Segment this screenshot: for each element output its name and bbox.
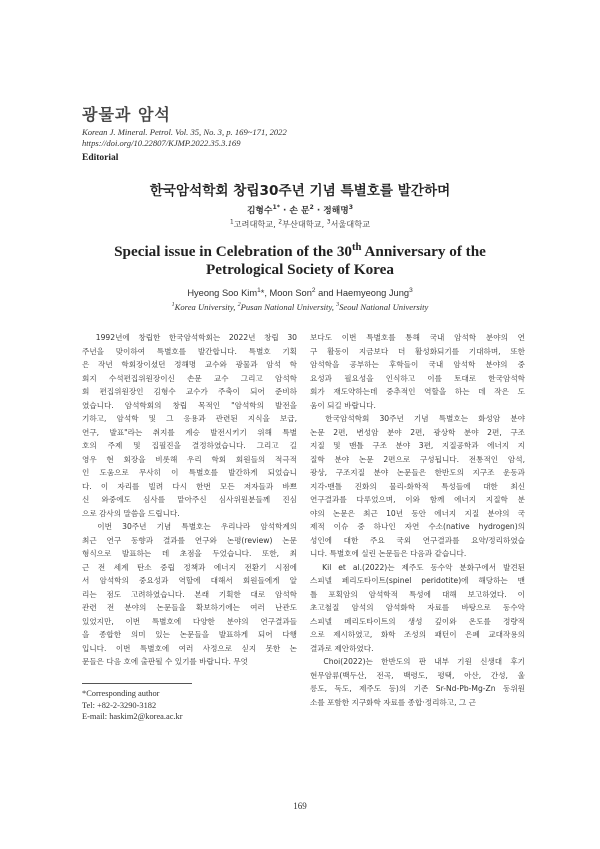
korean-affiliations	[0, 219, 600, 230]
affiliation-mark: 2	[311, 286, 316, 294]
footnote	[82, 688, 183, 723]
title-superscript: th	[352, 241, 362, 253]
body-line: 1992년에 창립한 한국암석학회는 2022년 창립 30	[82, 333, 297, 342]
body-line: Choi(2022)는 한반도의 판 내부 기원 신생대 후기	[310, 657, 525, 666]
body-line: 스피넬 페리도타이트의 생성 깊이와 온도를 정량적	[310, 616, 525, 626]
body-line: 지질 및 맨틀 구조 분야 3편, 지질공학과 에너지 지	[310, 441, 525, 450]
citation: Korean J. Mineral. Petrol. Vol. 35, No. 3, p. 169~171, 2022	[82, 127, 287, 137]
english-affiliations	[0, 302, 600, 312]
body-line: 광상, 구조지질 분야 논문들은 한반도의 지구조 운동과	[310, 468, 525, 477]
affiliation-mark: 3	[348, 204, 354, 212]
body-line: 연구결과를 다루었으며, 이와 함께 에너지 지질학 분	[310, 495, 525, 504]
body-line: 성인에 대한 주요 국외 연구결과를 요약/정리하였습	[310, 535, 525, 545]
body-line: 관련 전 분야의 논문들을 확보하기에는 여러 난관도	[82, 603, 297, 612]
title-text: Anniversary of the	[361, 243, 486, 260]
body-line: 결과로 제안하였다.	[310, 643, 374, 653]
body-line: 형식으로 발표하는 데 초점을 두었습니다. 또한, 최	[82, 549, 297, 558]
body-line: 보다도 이번 특별호를 통해 국내 암석학 분야의 연	[310, 333, 525, 342]
english-title-line1	[114, 243, 486, 260]
affiliation-text: 부산대학교,	[282, 219, 327, 229]
body-line: 틀 포획암의 암석학적 특성에 대해 보고하였다. 이	[310, 589, 525, 599]
english-authors	[0, 288, 600, 298]
body-line: 회지 수석편집위원장이신 손문 교수 그리고 암석학	[82, 373, 297, 383]
english-title	[0, 243, 600, 279]
author-separator: ·	[279, 206, 290, 216]
affiliation-mark: 2	[237, 302, 241, 309]
affiliation-mark: 1	[229, 219, 234, 226]
body-line: 회가 재도약하는데 중추적인 역할을 하는 데 작은 도	[310, 387, 525, 396]
author-name: and Haemyeong Jung	[315, 288, 410, 298]
affiliation-mark: 2	[309, 204, 314, 212]
body-column-left	[82, 331, 297, 669]
body-line: 움이 되길 바랍니다.	[310, 400, 376, 410]
affiliation-mark: 1*	[272, 204, 280, 212]
body-line: Kil et al.(2022)는 제주도 동수악 분화구에서 발견된	[310, 562, 525, 572]
body-line: 질학 분야 논문 2편으로 구성됩니다. 전통적인 암석,	[310, 454, 525, 464]
korean-authors	[0, 203, 600, 216]
page-number: 169	[293, 801, 307, 811]
body-line: 릉도, 독도, 제주도 등)의 기존 Sr-Nd-Pb-Mg-Zn 동위원	[310, 684, 525, 693]
author-name: 손 문	[289, 206, 310, 216]
affiliation-mark: 1	[171, 302, 175, 309]
corresponding-mark: *	[260, 288, 265, 298]
author-name: 김형수	[246, 206, 273, 216]
body-line: 현무암류(백두산, 전곡, 백령도, 평택, 아산, 간성, 울	[310, 670, 525, 680]
body-line: 제적 이슈 중 하나인 자연 수소(native hydrogen)의	[310, 522, 525, 531]
author-separator: ·	[313, 206, 324, 216]
body-line: 다. 이 자리를 빌려 다시 한번 모든 저자들과 바쁘	[82, 481, 297, 491]
doi-link[interactable]: https://doi.org/10.22807/KJMP.2022.35.3.169	[82, 138, 241, 148]
body-line: 요성과 필요성을 인식하고 이를 토대로 한국암석학	[310, 373, 525, 383]
body-line: 초고철질 암석의 암석화학 자료를 바탕으로 동수악	[310, 603, 525, 612]
english-title-line2: Petrological Society of Korea	[206, 261, 394, 278]
title-text: Special issue in Celebration of the 30	[114, 243, 353, 260]
footnote-corresponding: *Corresponding author	[82, 689, 160, 698]
body-line: 스피넬 페리도타이트(spinel peridotite)에 해당하는 맨	[310, 576, 525, 585]
author-name: , Moon Son	[264, 288, 312, 298]
body-line: 으로 감사의 말씀을 드립니다.	[82, 508, 180, 518]
body-line: 을 종합한 의미 있는 논문들을 발표하게 되어 다행	[82, 630, 297, 639]
body-line: 최근 연구 동향과 결과를 연구와 논평(review) 논문	[82, 535, 297, 545]
author-name: 정해명	[323, 206, 349, 216]
affiliation-mark: 3	[326, 219, 331, 226]
body-line: 논문 2편, 변성암 분야 2편, 광상학 분야 2편, 구조	[310, 427, 525, 437]
affiliation-mark: 2	[278, 219, 283, 226]
body-line: 연구, 발표"라는 취지를 계승 발전시키기 위해 특별	[82, 427, 297, 437]
affiliation-mark: 3	[336, 302, 340, 309]
author-name: Hyeong Soo Kim	[187, 288, 258, 298]
section-label: Editorial	[82, 153, 119, 163]
body-line: 한국암석학회 30주년 기념 특별호는 화성암 분야	[310, 414, 525, 423]
body-line: 호의 주제 및 집필진을 결정하였습니다. 그리고 길	[82, 441, 297, 450]
body-line: 소를 포함한 지구화학 자료를 종합·정리하고, 그 근	[310, 697, 477, 707]
body-line: 입니다. 이번 특별호에 여러 사정으로 싣지 못한 논	[82, 643, 297, 653]
affiliation-mark: 3	[409, 286, 413, 294]
footnote-tel: Tel: +82-2-3290-3182	[82, 700, 157, 710]
body-line: 리는 점도 고려하였습니다. 본래 기획한 대로 암석학	[82, 589, 297, 599]
body-line: 문들은 다음 호에 출판될 수 있기를 바랍니다. 무엇	[82, 657, 249, 666]
body-line: 으로 제시하였고, 화학 조성의 패턴이 은폐 교대작용의	[310, 630, 525, 639]
body-line: 야의 논문은 최근 10년 동안 에너지 지질 분야의 국	[310, 508, 525, 518]
korean-title: 한국암석학회 창립30주년 기념 특별호를 발간하며	[149, 183, 451, 199]
body-line: 근 전 세계 탄소 중립 정책과 에너지 전환기 시점에	[82, 562, 297, 572]
body-line: 회 편집위원장인 김형수 교수가 주축이 되어 준비하	[82, 387, 297, 396]
body-line: 은 작년 학회장이셨던 정해명 교수와 광물과 암석 학	[82, 360, 297, 369]
footnote-email[interactable]: E-mail: haskim2@korea.ac.kr	[82, 712, 183, 721]
body-line: 구 활동이 지금보다 더 활성화되기를 기대하며, 또한	[310, 346, 525, 356]
affiliation-text: Pusan National University,	[240, 302, 337, 312]
body-column-right	[310, 331, 525, 709]
body-line: 서 암석학의 중요성과 역할에 대해서 회원들에게 알	[82, 576, 297, 585]
affiliation-text: 고려대학교,	[233, 219, 279, 229]
affiliation-text: Seoul National University	[339, 302, 429, 312]
body-line: 지각-맨틀 진화의 물리-화학적 특성들에 대한 최신	[310, 481, 525, 491]
body-line: 암석학을 공부하는 후학들이 국내 암석학 분야의 중	[310, 360, 525, 369]
affiliation-mark: 1	[257, 286, 261, 294]
body-line: 이번 30주년 기념 특별호는 우리나라 암석학계의	[82, 522, 297, 531]
body-line: 신 와중에도 심사를 맡아주신 심사위원분들께 진심	[82, 495, 297, 504]
body-line: 였습니다. 암석학회의 창립 목적인 "암석학의 발전을	[82, 400, 297, 410]
affiliation-text: Korea University,	[174, 302, 238, 312]
footnote-divider	[82, 683, 192, 684]
body-line: 인 도움으로 무사히 이 특별호를 발간하게 되었습니	[82, 468, 297, 477]
body-line: 주년을 맞이하여 특별호를 발간합니다. 특별호 기획	[82, 346, 297, 356]
body-line: 영우 현 회장을 비롯해 우리 학회 회원들의 적극적	[82, 454, 297, 464]
affiliation-text: 서울대학교	[330, 219, 371, 229]
body-line: 있었지만, 이번 특별호에 다양한 분야의 연구결과들	[82, 616, 297, 626]
journal-title: 광물과 암석	[82, 105, 171, 124]
body-line: 니다. 특별호에 실린 논문들은 다음과 같습니다.	[310, 549, 467, 558]
body-line: 기하고, 암석학 및 그 응용과 관련된 지식을 보급,	[82, 414, 297, 423]
